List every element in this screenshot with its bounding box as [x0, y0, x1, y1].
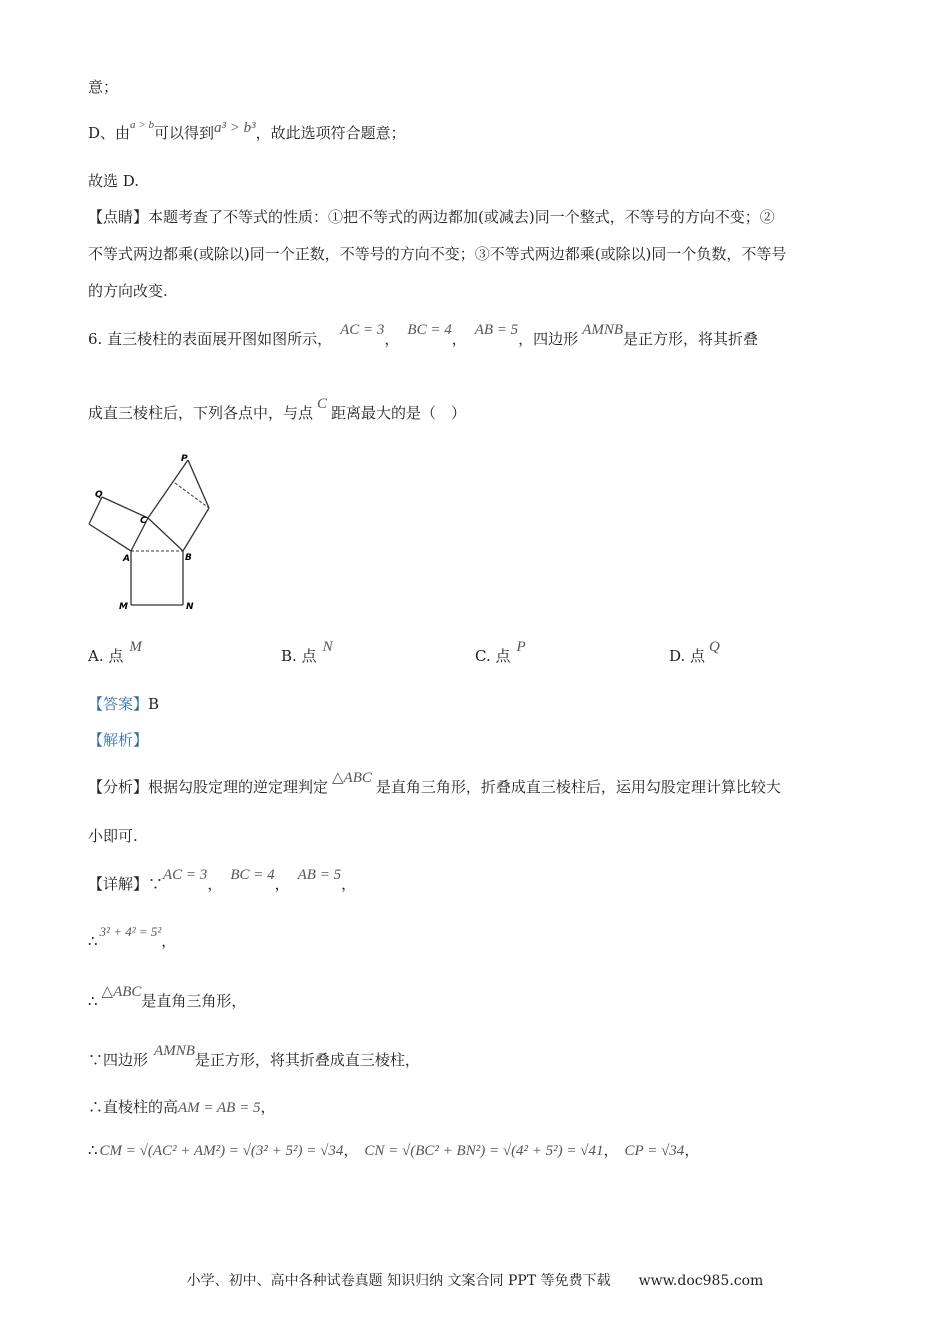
choose-line: 故选 D.	[88, 172, 140, 190]
option-d-line: D、由$^{a > b}$可以得到a³ > b³，故此选项符合题意；	[88, 119, 406, 142]
detail-line-4: ∵四边形 AMNB是正方形，将其折叠成直三棱柱，	[88, 1043, 420, 1069]
detail-line-5: ∴直棱柱的高AM = AB = 5，	[88, 1098, 276, 1116]
edge-R-B	[183, 508, 209, 551]
edge-Qb-Q	[89, 497, 102, 524]
label-M: M	[119, 602, 128, 612]
edge-Q-C	[102, 497, 148, 518]
label-P: P	[181, 454, 188, 464]
prism-net-figure	[80, 445, 230, 620]
option-c: C. 点 P	[475, 639, 526, 665]
question-6-line-1: 6. 直三棱柱的表面展开图如图所示， AC = 3， BC = 4， AB = 5，四边形 AMNB是正方形，将其折叠	[88, 322, 759, 348]
text-line: 意；	[88, 78, 119, 96]
option-b: B. 点 N	[281, 639, 333, 665]
dianjing-line-2: 不等式两边都乘(或除以)同一个正数，不等号的方向不变；③不等式两边都乘(或除以)同一个负数，不等号	[88, 245, 787, 263]
math-cubes: a³ > b³	[213, 120, 256, 136]
question-6-line-2: 成直三棱柱后，下列各点中，与点 C 距离最大的是（ ）	[88, 396, 467, 422]
option-a: A. 点 M	[88, 639, 142, 665]
detail-line-1: 【详解】∵AC = 3， BC = 4， AB = 5，	[88, 867, 357, 893]
edge-C-P	[148, 460, 188, 518]
edge-CB	[148, 518, 183, 551]
answer-line	[88, 693, 159, 715]
label-Q: Q	[95, 490, 103, 500]
analysis-tag: 【解析】	[88, 731, 149, 749]
label-N: N	[186, 602, 194, 612]
edge-A-Qb	[89, 524, 131, 551]
label-B: B	[185, 553, 192, 563]
label-C: C	[140, 516, 147, 526]
answer-value: B	[148, 695, 160, 713]
answer-tag: 【答案】	[88, 695, 149, 713]
detail-line-3: ∴ △ABC是直角三角形，	[88, 984, 247, 1010]
detail-line-6: ∴ CM = √(AC² + AM²) = √(3² + 5²) = √34， CN = √(BC² + BN²) = √(4² + 5²) = √41， CP = √34，	[88, 1141, 700, 1159]
dianjing-line-3: 的方向改变.	[88, 282, 168, 300]
option-d: D. 点 Q	[669, 639, 720, 665]
detail-line-2: ∴3² + 4² = 5²，	[88, 924, 177, 950]
dianjing-line-1: 【点睛】本题考查了不等式的性质：①把不等式的两边都加(或减去)同一个整式，不等号的方向不变；②	[88, 208, 775, 226]
label-A: A	[123, 554, 130, 564]
fenxi-line-2: 小即可.	[88, 827, 138, 845]
fenxi-line-1: 【分析】根据勾股定理的逆定理判定 △ABC 是直角三角形，折叠成直三棱柱后，运用勾股定理计算比较大	[88, 770, 781, 796]
edge-P-R	[188, 460, 209, 508]
math-a-gt-b: a > b	[130, 119, 154, 131]
page-footer: 小学、初中、高中各种试卷真题 知识归纳 文案合同 PPT 等免费下载 www.doc985.com	[186, 1273, 764, 1289]
